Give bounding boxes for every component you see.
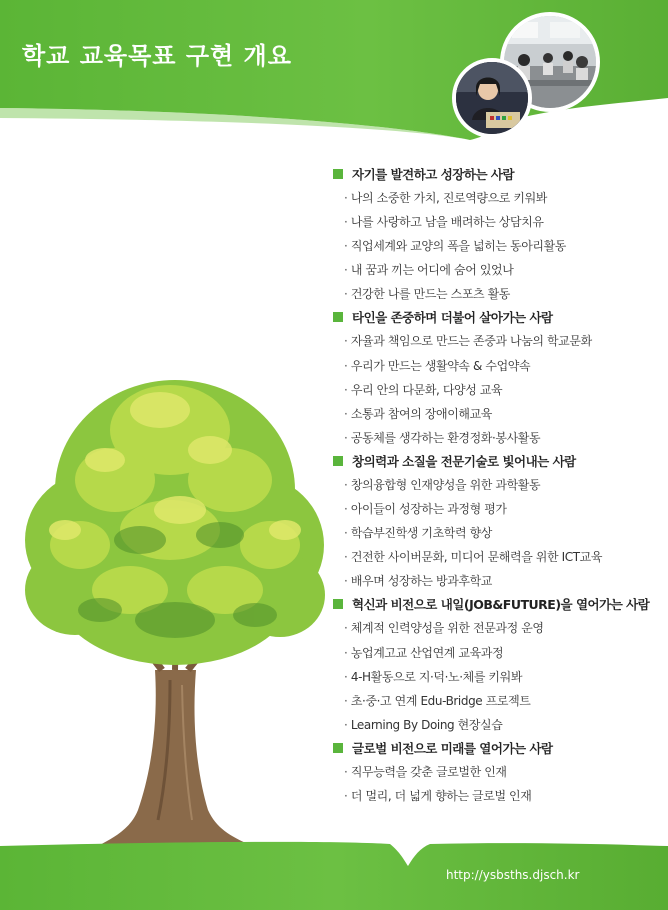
section-title: 타인을 존중하며 더불어 살아가는 사람: [352, 310, 553, 326]
goal-section: [330, 163, 660, 306]
goal-section: [330, 593, 660, 736]
list-item: · 소통과 참여의 장애이해교육: [330, 402, 660, 426]
goal-section: [330, 450, 660, 593]
page-title: 학교 교육목표 구현 개요: [22, 42, 292, 70]
list-item: · 4-H활동으로 지·덕·노·체를 키워봐: [330, 665, 660, 689]
tree-illustration: [20, 340, 330, 860]
section-title: 자기를 발견하고 성장하는 사람: [352, 167, 515, 182]
list-item: · 나의 소중한 가치, 진로역량으로 키워봐: [330, 186, 660, 210]
section-heading: [330, 737, 660, 759]
square-bullet-icon: [333, 599, 343, 609]
list-item: · 공동체를 생각하는 환경정화·봉사활동: [330, 426, 660, 450]
list-item: · 아이들이 성장하는 과정형 평가: [330, 497, 660, 521]
section-heading: [330, 163, 660, 185]
list-item: · 체계적 인력양성을 위한 전문과정 운영: [330, 616, 660, 640]
list-item: · 창의융합형 인재양성을 위한 과학활동: [330, 473, 660, 497]
list-item: · 직무능력을 갖춘 글로벌한 인재: [330, 760, 660, 784]
section-title: 글로벌 비전으로 미래를 열어가는 사람: [352, 740, 553, 756]
education-goals-list: [330, 163, 660, 808]
footer-banner: [0, 840, 668, 910]
website-url[interactable]: http://ysbsths.djsch.kr: [446, 868, 580, 882]
student-photo: [452, 58, 532, 138]
header-banner: [0, 0, 668, 150]
goal-section: [330, 306, 660, 449]
list-item: · 우리가 만드는 생활약속 & 수업약속: [330, 354, 660, 378]
list-item: · 우리 안의 다문화, 다양성 교육: [330, 378, 660, 402]
goal-section: [330, 737, 660, 808]
list-item: · 학습부진학생 기초학력 향상: [330, 521, 660, 545]
section-heading: [330, 306, 660, 328]
list-item: · 나를 사랑하고 남을 배려하는 상담치유: [330, 210, 660, 234]
list-item: · 농업계고교 산업연계 교육과정: [330, 641, 660, 665]
section-title: 혁신과 비전으로 내일(JOB&FUTURE)을 열어가는 사람: [352, 597, 650, 613]
list-item: · 초·중·고 연계 Edu-Bridge 프로젝트: [330, 689, 660, 713]
square-bullet-icon: [333, 743, 343, 753]
list-item: · 배우며 성장하는 방과후학교: [330, 569, 660, 593]
square-bullet-icon: [333, 456, 343, 466]
section-heading: [330, 450, 660, 472]
section-heading: [330, 593, 660, 615]
list-item: · 내 꿈과 끼는 어디에 숨어 있었나: [330, 258, 660, 282]
list-item: · 건전한 사이버문화, 미디어 문해력을 위한 ICT교육: [330, 545, 660, 569]
square-bullet-icon: [333, 312, 343, 322]
list-item: · Learning By Doing 현장실습: [330, 713, 660, 737]
list-item: · 건강한 나를 만드는 스포츠 활동: [330, 282, 660, 306]
list-item: · 더 멀리, 더 넓게 향하는 글로벌 인재: [330, 784, 660, 808]
list-item: · 직업세계와 교양의 폭을 넓히는 동아리활동: [330, 234, 660, 258]
square-bullet-icon: [333, 169, 343, 179]
section-title: 창의력과 소질을 전문기술로 빛어내는 사람: [352, 453, 576, 469]
list-item: · 자율과 책임으로 만드는 존중과 나눔의 학교문화: [330, 329, 660, 353]
